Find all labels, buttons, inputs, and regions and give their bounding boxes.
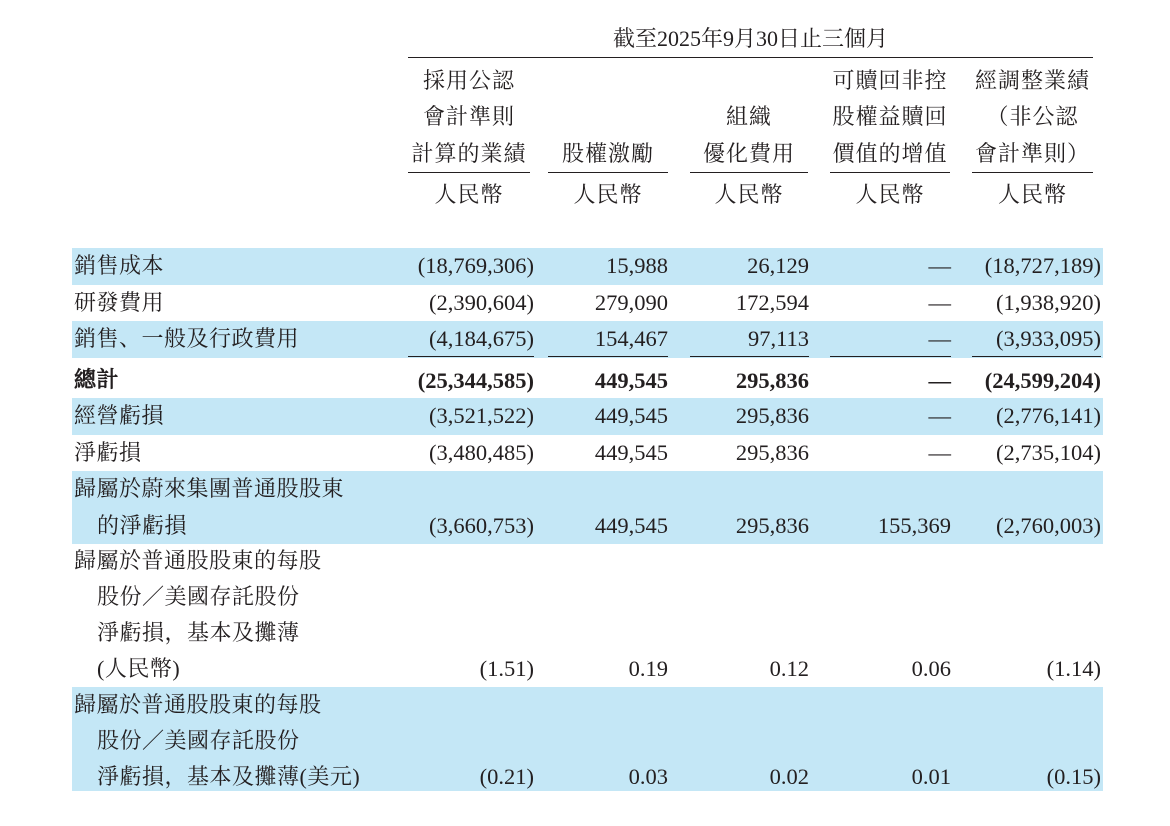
table-row-loss-per-share-rmb (0, 543, 1170, 687)
row-label-line: 銷售、一般及行政費用 (74, 326, 300, 351)
value-cell: (0.21) (479, 764, 534, 789)
value-cell: 279,090 (594, 289, 668, 315)
row-label (74, 285, 164, 322)
row-label-line: 總計 (74, 367, 120, 392)
value-cell: (24,599,204) (984, 367, 1101, 393)
row-label (74, 687, 360, 795)
value-cell: — (928, 439, 951, 465)
row-label-line: 股份／美國存託股份 (97, 584, 300, 609)
subtotal-rule (408, 356, 534, 357)
value-cell: (1.51) (479, 656, 534, 681)
column-currency: 人民幣 (855, 182, 925, 207)
column-header-line: 計算的業績 (411, 140, 527, 166)
value-cell: 295,836 (735, 439, 809, 465)
value-cell: (2,735,104) (996, 439, 1101, 465)
column-currency: 人民幣 (714, 182, 784, 207)
value-cell: (3,660,753) (429, 512, 534, 538)
value-cell: (0.15) (1046, 764, 1101, 789)
row-label (74, 398, 164, 435)
column-currency: 人民幣 (997, 182, 1067, 207)
table-row-rd-expenses (0, 285, 1170, 322)
subtotal-rule (830, 356, 951, 357)
column-header-organizational-optimization (690, 63, 808, 173)
row-label-line: 的淨虧損 (97, 512, 188, 538)
value-cell: (3,933,095) (996, 326, 1101, 351)
row-label (74, 435, 142, 472)
value-cell: 295,836 (735, 512, 809, 538)
table-row-total (0, 358, 1170, 399)
subtotal-rule (548, 356, 668, 357)
value-cell: 449,545 (594, 403, 668, 428)
value-cell: (2,776,141) (996, 403, 1101, 428)
period-title-rule (408, 57, 1093, 58)
row-label-line: 淨虧損，基本及攤薄(美元) (97, 764, 361, 789)
row-label-line: 經營虧損 (74, 403, 165, 428)
value-cell: (1.14) (1046, 656, 1101, 681)
row-label-line: 淨虧損 (74, 439, 142, 465)
value-cell: 172,594 (735, 289, 809, 315)
subtotal-rule (972, 356, 1101, 357)
row-label-line: 歸屬於蔚來集團普通股股東 (74, 476, 345, 501)
value-cell: 449,545 (594, 512, 668, 538)
row-label-line: 淨虧損，基本及攤薄 (97, 620, 300, 645)
value-cell: (18,769,306) (417, 253, 534, 278)
value-cell: (2,390,604) (429, 289, 534, 315)
row-label-line: (人民幣) (97, 656, 181, 681)
column-header-line: 可贖回非控 (832, 67, 948, 93)
value-cell: (3,480,485) (429, 439, 534, 465)
period-title: 截至2025年9月30日止三個月 (612, 26, 888, 51)
row-label (74, 543, 322, 687)
column-header-line: 組織 (725, 104, 772, 129)
value-cell: — (928, 326, 951, 351)
value-cell: 26,129 (747, 253, 809, 278)
row-label-line: 歸屬於普通股股東的每股 (74, 548, 322, 573)
value-cell: 0.03 (628, 764, 668, 789)
row-label (74, 248, 164, 285)
column-header-line: 採用公認 (422, 67, 515, 93)
table-row-net-loss-attributable (0, 471, 1170, 544)
value-cell: (1,938,920) (996, 289, 1101, 315)
value-cell: (3,521,522) (429, 403, 534, 428)
value-cell: (18,727,189) (984, 253, 1101, 278)
table-row-operating-loss (0, 398, 1170, 435)
table-row-sga-expenses (0, 321, 1170, 358)
row-label (74, 363, 119, 398)
row-label (74, 471, 344, 544)
column-currency: 人民幣 (573, 182, 643, 207)
table-row-net-loss (0, 435, 1170, 472)
column-header-line: 優化費用 (702, 140, 795, 166)
row-label (74, 321, 299, 358)
table-row-cost-of-sales (0, 248, 1170, 285)
value-cell: — (928, 289, 951, 315)
column-header-share-based-compensation (548, 63, 668, 173)
value-cell: 449,545 (594, 439, 668, 465)
column-header-gaap (408, 63, 530, 173)
column-header-rule (972, 172, 1093, 173)
value-cell: 97,113 (747, 326, 809, 351)
value-cell: (25,344,585) (417, 367, 534, 393)
column-header-rule (408, 172, 530, 173)
row-label-line: 歸屬於普通股股東的每股 (74, 692, 322, 717)
column-header-line: 經調整業績 (974, 67, 1090, 93)
row-label-line: 股份／美國存託股份 (97, 728, 300, 753)
table-row-loss-per-share-usd (0, 687, 1170, 795)
column-header-redeemable-nci-accretion (830, 63, 950, 173)
column-header-line: 股權激勵 (561, 140, 654, 166)
subtotal-rule (690, 356, 809, 357)
value-cell: 154,467 (594, 326, 668, 351)
column-header-rule (690, 172, 808, 173)
value-cell: 0.01 (911, 764, 951, 789)
value-cell: 0.06 (911, 656, 951, 681)
value-cell: 0.02 (769, 764, 809, 789)
value-cell: 449,545 (594, 367, 668, 393)
column-header-line: 股權益贖回 (832, 104, 948, 129)
column-header-line: 會計準則 (422, 104, 515, 129)
row-label-line: 研發費用 (74, 289, 165, 315)
row-label-line: 銷售成本 (74, 253, 165, 278)
column-header-rule (548, 172, 668, 173)
value-cell: 295,836 (735, 367, 809, 393)
value-cell: 15,988 (606, 253, 668, 278)
value-cell: 295,836 (735, 403, 809, 428)
column-currency: 人民幣 (434, 182, 504, 207)
column-header-adjusted-non-gaap (972, 63, 1093, 173)
value-cell: 0.19 (628, 656, 668, 681)
value-cell: — (928, 367, 951, 393)
value-cell: (2,760,003) (996, 512, 1101, 538)
value-cell: — (928, 403, 951, 428)
value-cell: — (928, 253, 951, 278)
value-cell: 155,369 (877, 512, 951, 538)
column-header-rule (830, 172, 950, 173)
column-header-line: （非公認 (986, 104, 1079, 129)
value-cell: (4,184,675) (429, 326, 534, 351)
column-header-line: 價值的增值 (832, 140, 948, 166)
column-header-line: 會計準則） (974, 140, 1090, 166)
value-cell: 0.12 (769, 656, 809, 681)
